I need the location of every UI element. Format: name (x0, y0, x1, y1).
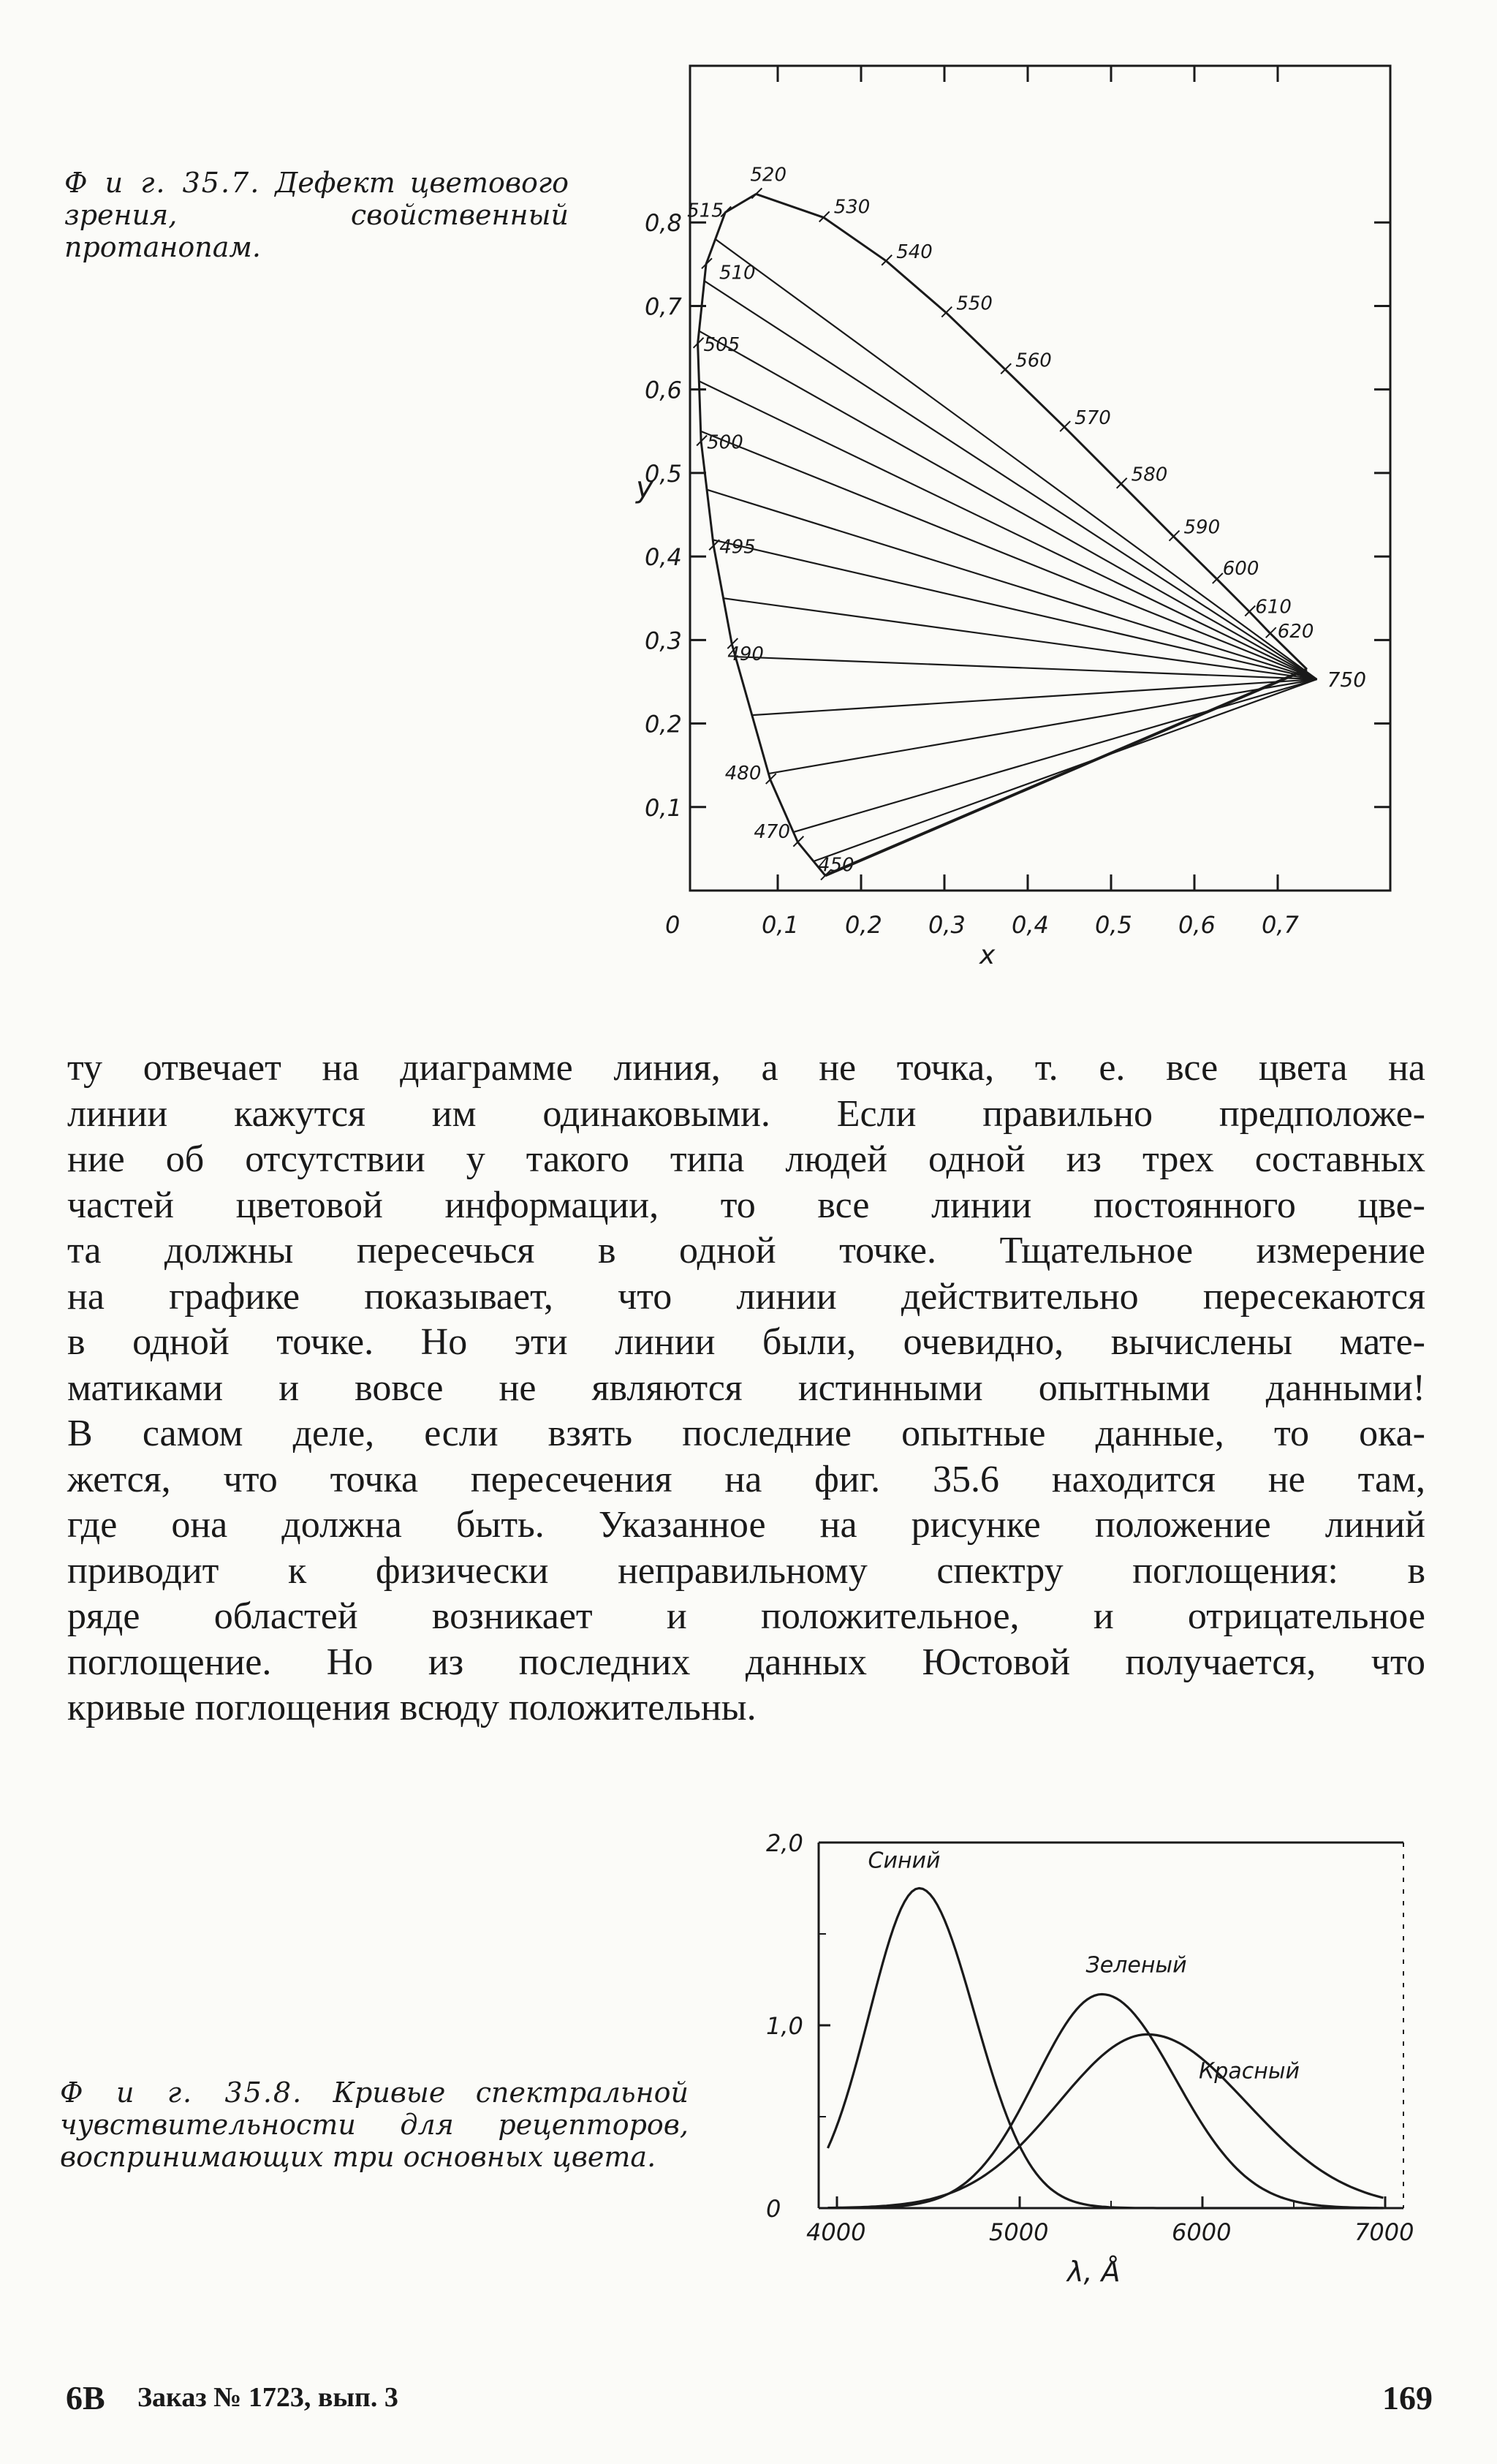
wavelength-label: 540 (896, 241, 933, 263)
order-info: Заказ № 1723, вып. 3 (137, 2382, 398, 2413)
x-axis-label: λ, Å (1067, 2256, 1121, 2288)
wavelength-label: 520 (750, 164, 787, 186)
body-text-line: на графике показывает, что линии действительно пересекаются (67, 1275, 1425, 1318)
curve-0 (828, 1889, 1384, 2209)
series-label: Зеленый (1085, 1952, 1187, 1979)
figure-35-8-caption-text: Кривые спектральной чувствительности для рецепторов, воспринимающих три основных цвета. (60, 2076, 689, 2173)
wavelength-label: 450 (817, 854, 854, 877)
body-text-line: частей цветовой информации, то все линии постоянного цве- (67, 1184, 1425, 1226)
x-tick-label: 0,2 (845, 911, 882, 939)
wavelength-label: 490 (727, 643, 764, 666)
plot-frame (690, 66, 1390, 891)
body-text-line: В самом деле, если взять последние опытные данные, то ока- (67, 1413, 1425, 1454)
x-tick-label: 4000 (806, 2218, 866, 2246)
confusion-line (699, 331, 1316, 679)
y-tick-label: 1,0 (766, 2012, 803, 2040)
wavelength-label: 590 (1183, 516, 1221, 539)
curve-2 (828, 2035, 1384, 2208)
y-tick-label: 0,4 (645, 543, 682, 572)
body-text-line: в одной точке. Но эти линии были, очевидно, вычислены мате- (67, 1321, 1425, 1363)
wavelength-label: 510 (719, 262, 756, 284)
confusion-line (705, 281, 1317, 679)
x-tick-label: 0,3 (928, 911, 966, 939)
printer-signature: 6В (66, 2379, 105, 2416)
spectral-sensitivity-chart (760, 1821, 1433, 2303)
series-label: Красный (1199, 2058, 1300, 2085)
confusion-line (707, 490, 1317, 679)
wavelength-label: 570 (1075, 407, 1111, 430)
body-text-line: поглощение. Но из последних данных Юстовой получается, что (67, 1641, 1425, 1683)
x-tick-label: 0,7 (1262, 911, 1299, 939)
x-tick-label: 0,4 (1012, 911, 1049, 939)
y-tick-label: 0,7 (645, 292, 682, 321)
x-tick-label: 7000 (1354, 2218, 1414, 2246)
y-tick-label: 0,8 (645, 209, 682, 238)
wavelength-label: 470 (754, 820, 791, 843)
body-text-line: где она должна быть. Указанное на рисунке положение линий (67, 1504, 1425, 1546)
body-text-line: ту отвечает на диаграмме линия, а не точка, т. е. все цвета на (67, 1047, 1425, 1089)
body-text-line: линии кажутся им одинаковыми. Если правильно предположе- (67, 1092, 1425, 1135)
confusion-line (701, 431, 1317, 679)
wavelength-label: 580 (1131, 464, 1168, 486)
confusion-line (716, 239, 1317, 679)
origin-label: 0 (665, 911, 681, 939)
wavelength-label: 500 (707, 431, 743, 454)
wavelength-tick (751, 188, 762, 198)
wavelength-label: 600 (1222, 557, 1259, 580)
x-tick-label: 0,6 (1178, 911, 1216, 939)
y-tick-label: 0 (766, 2195, 781, 2223)
wavelength-label: 480 (724, 763, 762, 785)
y-tick-label: 0,1 (645, 793, 682, 822)
page-number: 169 (1382, 2379, 1433, 2416)
y-tick-label: 0,2 (645, 710, 682, 738)
x-tick-label: 0,1 (762, 911, 799, 939)
y-axis-label: y (636, 471, 653, 504)
x-tick-label: 0,5 (1095, 911, 1132, 939)
convergence-label: 750 (1327, 668, 1367, 692)
wavelength-label: 505 (703, 333, 740, 356)
purple-line (825, 669, 1307, 875)
x-tick-label: 5000 (989, 2218, 1049, 2246)
body-text-line: ние об отсутствии у такого типа людей одной из трех составных (67, 1138, 1425, 1180)
figure-35-7-caption (64, 167, 569, 263)
wavelength-label: 550 (956, 292, 993, 315)
y-tick-label: 0,6 (645, 376, 682, 404)
series-label: Синий (868, 1848, 941, 1874)
y-tick-label: 0,3 (645, 627, 682, 655)
body-text-line: кривые поглощения всюду положительны. (67, 1687, 757, 1728)
figure-35-7-label: Ф и г. 35.7. (64, 167, 261, 199)
wavelength-label: 530 (833, 196, 871, 219)
wavelength-label: 620 (1277, 621, 1314, 643)
wavelength-label: 610 (1255, 596, 1292, 619)
figure-35-8-caption (60, 2076, 689, 2173)
body-text-line: та должны пересечься в одной точке. Тщательное измерение (67, 1230, 1425, 1271)
y-tick-label: 2,0 (766, 1829, 803, 1857)
footer (66, 2378, 1433, 2422)
wavelength-label: 560 (1015, 349, 1052, 372)
body-text (67, 1046, 1425, 1731)
wavelength-label: 495 (719, 536, 756, 559)
figure-35-7-caption-text: Дефект цветового зрения, свойственный протанопам. (64, 167, 569, 263)
wavelength-label: 515 (687, 200, 724, 222)
chromaticity-diagram (629, 51, 1433, 987)
body-text-line: ряде областей возникает и положительное, и отрицательное (67, 1595, 1425, 1637)
y-tick-label: 0,5 (645, 459, 682, 488)
figure-35-8-label: Ф и г. 35.8. (60, 2076, 303, 2109)
body-text-line: приводит к физически неправильному спектру поглощения: в (67, 1549, 1425, 1592)
x-tick-label: 6000 (1172, 2218, 1232, 2246)
body-text-line: жется, что точка пересечения на фиг. 35.6 находится не там, (67, 1458, 1425, 1500)
confusion-line (699, 381, 1316, 679)
body-text-line: матиками и вовсе не являются истинными опытными данными! (67, 1367, 1425, 1409)
curve-1 (828, 1995, 1384, 2208)
x-axis-label: x (979, 940, 996, 970)
